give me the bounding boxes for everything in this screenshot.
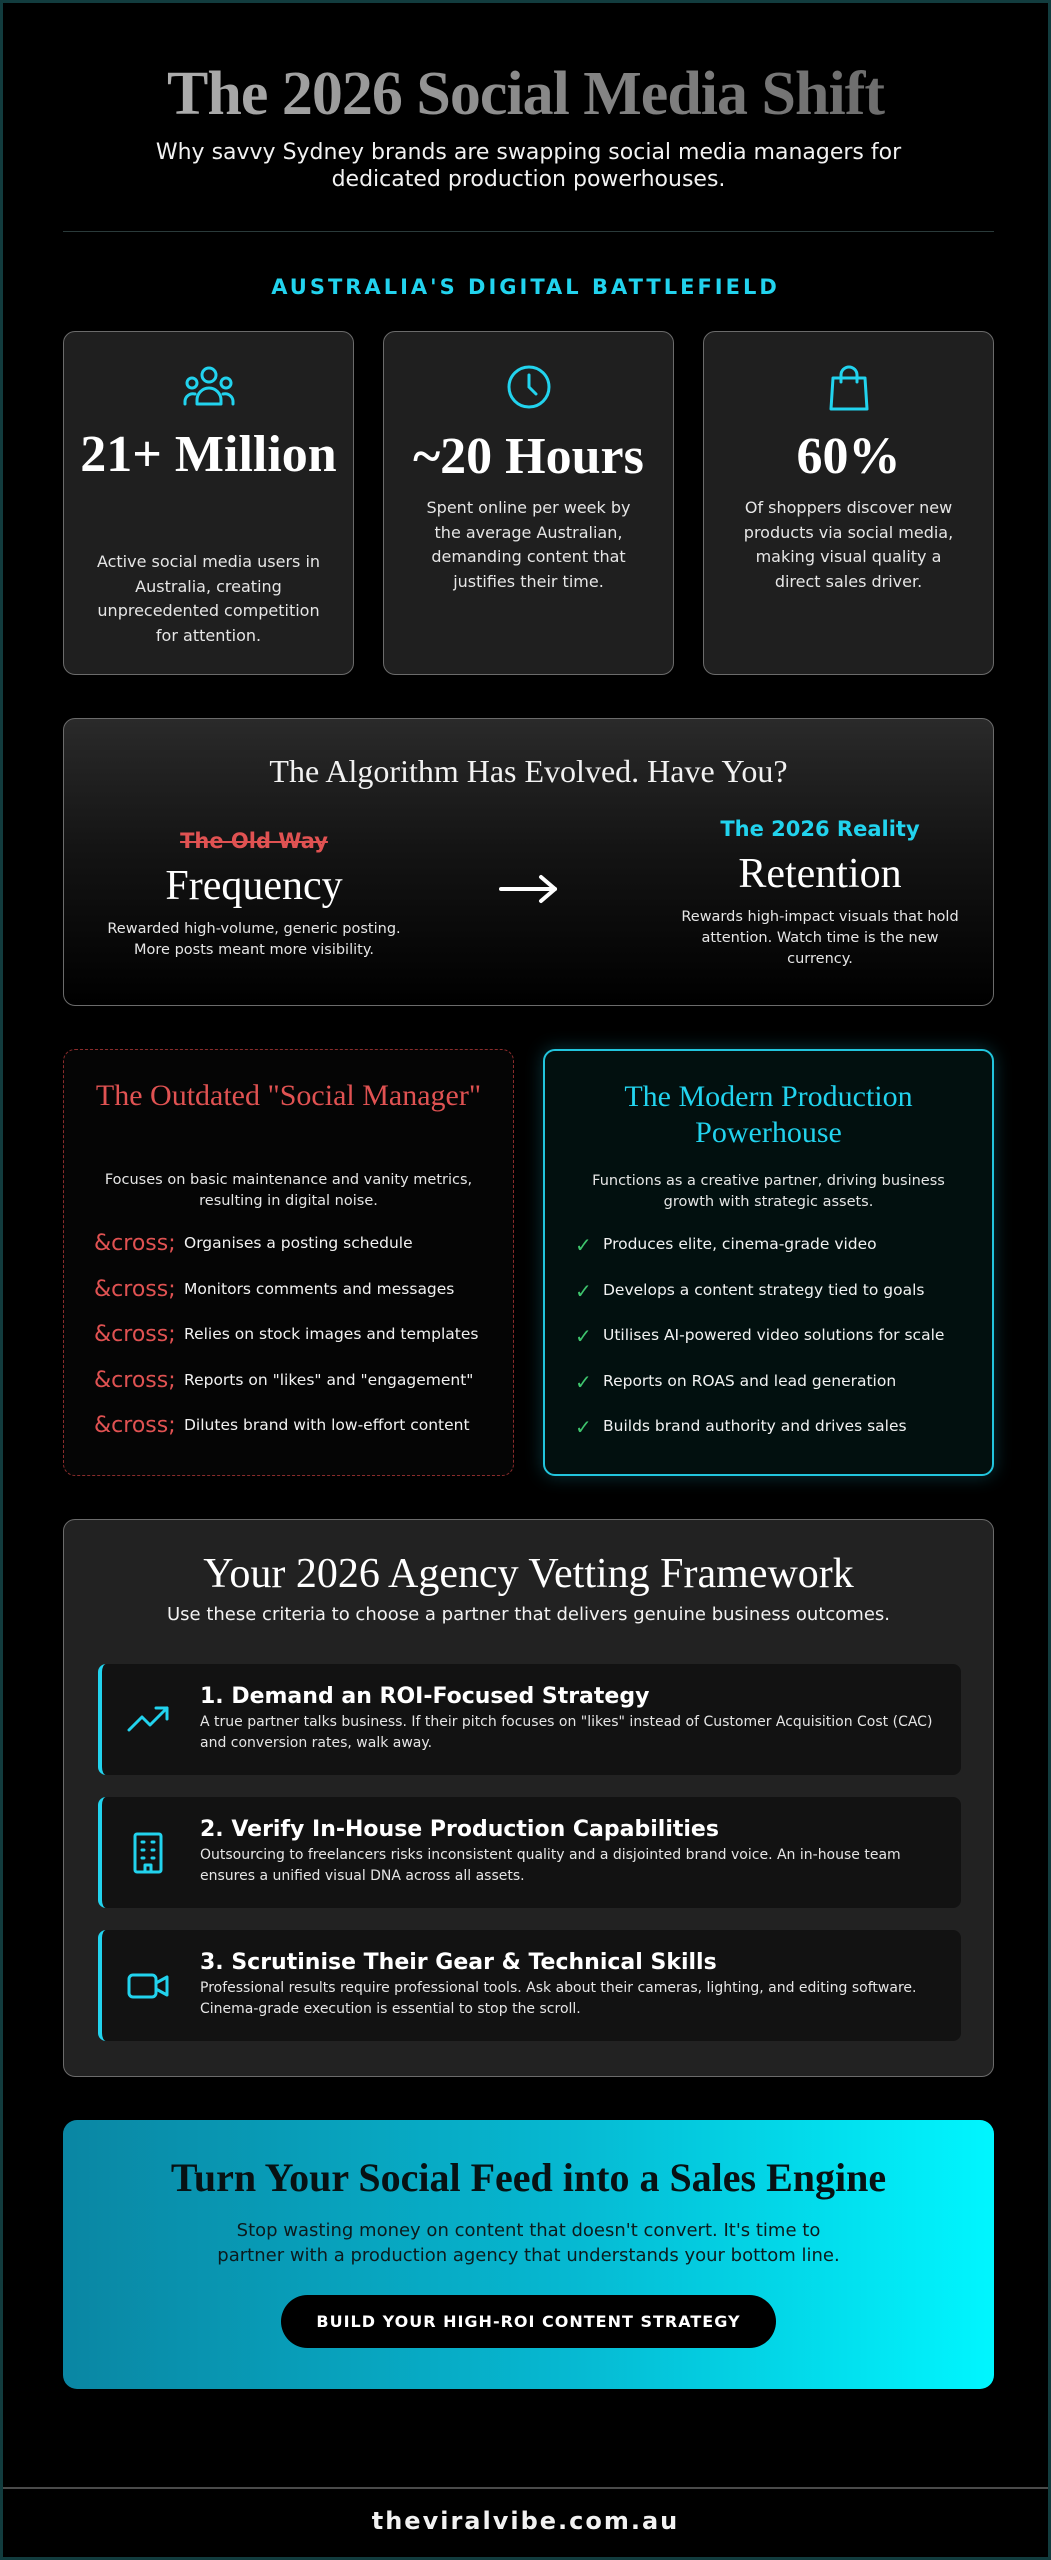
- list-item: &cross; Reports on "likes" and "engagement": [94, 1367, 474, 1393]
- old-way-label: The Old Way: [180, 829, 328, 853]
- footer-site-link[interactable]: theviralvibe.com.au: [371, 2507, 680, 2535]
- shopping-bag-icon: [704, 364, 993, 414]
- old-way-description: Rewarded high-volume, generic posting. More posts meant more visibility.: [107, 921, 401, 958]
- outdated-manager-list: [92, 1230, 493, 1458]
- section-label: AUSTRALIA'S DIGITAL BATTLEFIELD: [271, 275, 780, 299]
- header-divider: [63, 231, 994, 232]
- footer-divider: [3, 2487, 1048, 2489]
- check-icon: ✓: [575, 1415, 592, 1439]
- list-item: ✓ Utilises AI-powered video solutions for scale: [575, 1324, 945, 1348]
- stat-description: Spent online per week by the average Australian, demanding content that justifies their time.: [426, 498, 631, 591]
- cta-text: Stop wasting money on content that doesn't convert. It's time to partner with a production agency that understands your bottom line.: [217, 2220, 840, 2266]
- list-item: ✓ Reports on ROAS and lead generation: [575, 1369, 897, 1394]
- step-description: Outsourcing to freelancers risks inconsistent quality and a disjointed brand voice. An in-house team ensures a unified visual DNA across all assets.: [200, 1847, 901, 1884]
- step-description: Professional results require professional tools. Ask about their cameras, lighting, and editing software. Cinema-grade execution is essential to stop the scroll.: [200, 1980, 917, 2017]
- vetting-step-gear: [98, 1930, 961, 2041]
- stat-card-shoppers: [703, 331, 994, 675]
- stat-value: ~20 Hours: [413, 428, 644, 485]
- outdated-manager-title: The Outdated "Social Manager": [95, 1079, 482, 1112]
- stat-card-users: [63, 331, 354, 675]
- cross-icon: &cross;: [94, 1276, 176, 1302]
- trending-up-icon: [126, 1698, 170, 1742]
- stat-value: 60%: [796, 428, 901, 485]
- vetting-step-roi: [98, 1664, 961, 1775]
- video-camera-icon: [126, 1964, 170, 2008]
- old-way-word: Frequency: [165, 863, 343, 909]
- step-title: 1. Demand an ROI-Focused Strategy: [200, 1684, 650, 1709]
- vetting-subtitle: Use these criteria to choose a partner that delivers genuine business outcomes.: [166, 1604, 890, 1625]
- new-reality-word: Retention: [738, 851, 902, 897]
- cross-icon: &cross;: [94, 1413, 176, 1438]
- list-item: &cross; Relies on stock images and templates: [94, 1322, 479, 1347]
- list-item: ✓ Builds brand authority and drives sales: [575, 1415, 907, 1439]
- check-icon: ✓: [575, 1324, 592, 1348]
- stat-description: Of shoppers discover new products via social media, making visual quality a direct sales driver.: [743, 498, 954, 591]
- page-subtitle: Why savvy Sydney brands are swapping social media managers for dedicated production powerhouses.: [155, 140, 902, 192]
- vetting-framework: [63, 1519, 994, 2077]
- cta-title: Turn Your Social Feed into a Sales Engine: [170, 2155, 887, 2200]
- step-title: 2. Verify In-House Production Capabilities: [200, 1817, 719, 1842]
- stat-card-hours: [383, 331, 674, 675]
- new-reality-label: The 2026 Reality: [720, 817, 920, 841]
- check-icon: ✓: [575, 1278, 592, 1303]
- cross-icon: &cross;: [94, 1231, 176, 1256]
- users-icon: [64, 364, 353, 414]
- production-powerhouse-intro: Functions as a creative partner, driving business growth with strategic assets.: [592, 1173, 945, 1210]
- check-icon: ✓: [575, 1369, 592, 1394]
- list-item: &cross; Organises a posting schedule: [94, 1231, 413, 1256]
- vetting-title: Your 2026 Agency Vetting Framework: [203, 1551, 854, 1597]
- list-item: &cross; Dilutes brand with low-effort content: [94, 1413, 470, 1438]
- cta-button[interactable]: BUILD YOUR HIGH-ROI CONTENT STRATEGY: [281, 2295, 776, 2348]
- cta-banner: [63, 2120, 994, 2389]
- list-item: ✓ Produces elite, cinema-grade video: [575, 1233, 877, 1257]
- step-title: 3. Scrutinise Their Gear & Technical Skills: [200, 1950, 717, 1975]
- building-icon: [126, 1831, 170, 1875]
- list-item: ✓ Develops a content strategy tied to goals: [575, 1278, 925, 1303]
- arrow-right-icon: [497, 869, 561, 909]
- list-item: &cross; Monitors comments and messages: [94, 1276, 455, 1302]
- new-reality-description: Rewards high-impact visuals that hold attention. Watch time is the new currency.: [681, 909, 959, 967]
- production-powerhouse-card: [543, 1049, 994, 1476]
- production-powerhouse-list: [573, 1231, 972, 1459]
- step-description: A true partner talks business. If their pitch focuses on "likes" instead of Customer Acquisition Cost (CAC) and conversion rates, walk away.: [200, 1714, 933, 1751]
- production-powerhouse-title: The Modern Production Powerhouse: [624, 1080, 913, 1149]
- outdated-manager-intro: Focuses on basic maintenance and vanity metrics, resulting in digital noise.: [104, 1172, 473, 1209]
- page-title: The 2026 Social Media Shift: [3, 59, 1048, 130]
- algorithm-panel: [63, 718, 994, 1006]
- algorithm-title: The Algorithm Has Evolved. Have You?: [269, 753, 788, 789]
- cross-icon: &cross;: [94, 1322, 176, 1347]
- stat-value: 21+ Million: [80, 426, 337, 483]
- stat-description: Active social media users in Australia, creating unprecedented competition for attention.: [96, 552, 321, 645]
- check-icon: ✓: [575, 1233, 592, 1257]
- cross-icon: &cross;: [94, 1367, 176, 1393]
- outdated-manager-card: [63, 1049, 514, 1476]
- vetting-step-production: [98, 1797, 961, 1908]
- clock-icon: [384, 364, 673, 414]
